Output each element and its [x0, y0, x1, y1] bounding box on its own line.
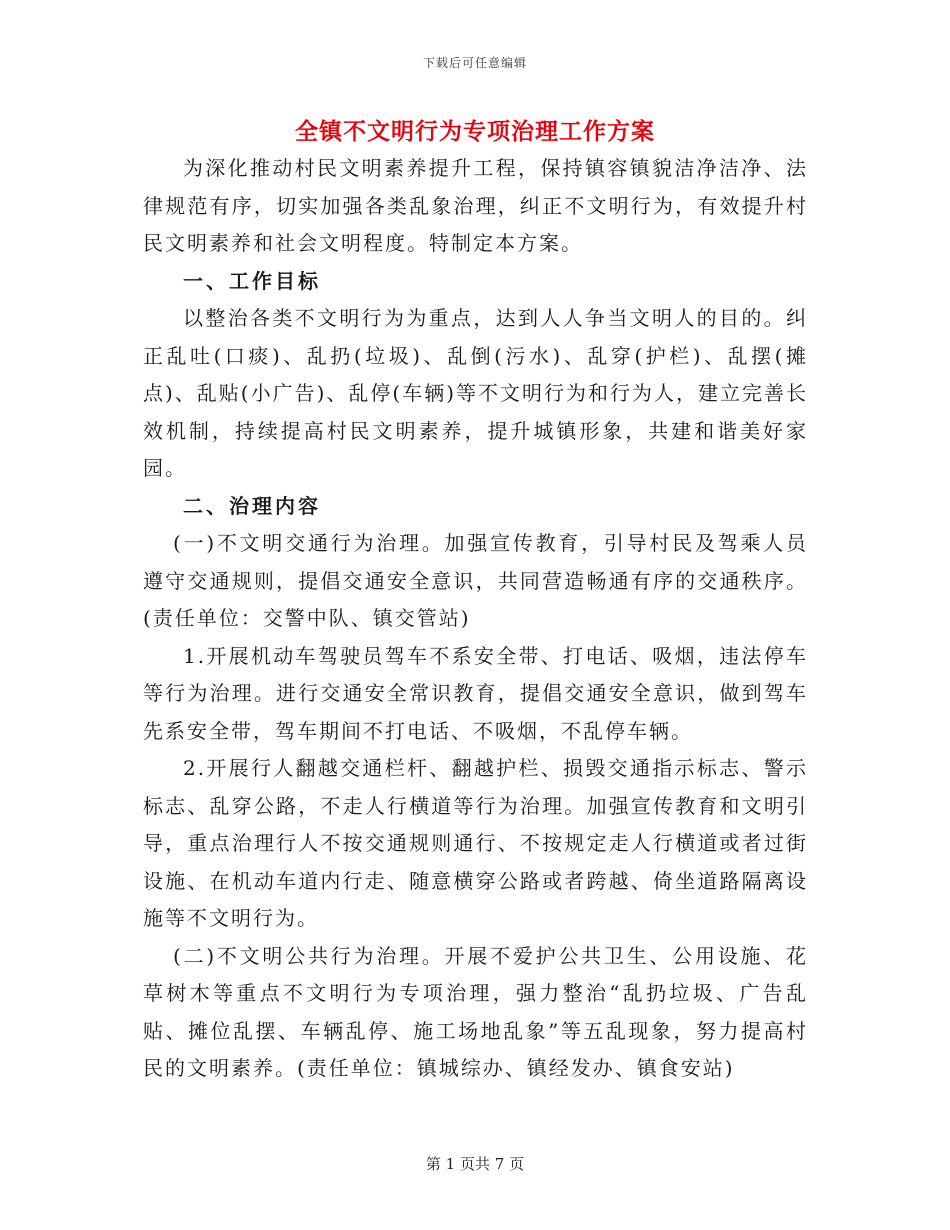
- section-heading-goals: 一、工作目标: [183, 268, 321, 293]
- traffic-behavior-paragraph: (一)不文明交通行为治理。加强宣传教育，引导村民及驾乘人员遵守交通规则，提倡交通安全意识，共同营造畅通有序的交通秩序。(责任单位：交警中队、镇交管站): [143, 531, 808, 630]
- section-heading-content: 二、治理内容: [183, 493, 321, 518]
- public-behavior-paragraph: (二)不文明公共行为治理。开展不爱护公共卫生、公用设施、花草树木等重点不文明行为专项治理，强力整治“乱扔垃圾、广告乱贴、摊位乱摆、车辆乱停、施工场地乱象”等五乱现象，努力提高村民的文明素养。(责任单位：镇城综办、镇经发办、镇食安站): [143, 943, 808, 1080]
- pedestrian-behavior-paragraph: 2.开展行人翻越交通栏杆、翻越护栏、损毁交通指示标志、警示标志、乱穿公路，不走人行横道等行为治理。加强宣传教育和文明引导，重点治理行人不按交通规则通行、不按规定走人行横道或者过街设施、在机动车道内行走、随意横穿公路或者跨越、倚坐道路隔离设施等不文明行为。: [143, 756, 808, 930]
- document-title: 全镇不文明行为专项治理工作方案: [295, 118, 655, 145]
- driver-behavior-paragraph: 1.开展机动车驾驶员驾车不系安全带、打电话、吸烟，违法停车等行为治理。进行交通安全常识教育，提倡交通安全意识，做到驾车先系安全带，驾车期间不打电话、不吸烟，不乱停车辆。: [143, 643, 808, 743]
- document-body: [143, 150, 808, 1088]
- goals-paragraph: 以整治各类不文明行为为重点，达到人人争当文明人的目的。纠正乱吐(口痰)、乱扔(垃圾)、乱倒(污水)、乱穿(护栏)、乱摆(摊点)、乱贴(小广告)、乱停(车辆)等不文明行为和行为人，建立完善长效机制，持续提高村民文明素养，提升城镇形象，共建和谐美好家园。: [143, 306, 809, 480]
- header-note: 下载后可任意编辑: [422, 56, 527, 70]
- page-number: 第 1 页共 7 页: [425, 1155, 525, 1173]
- intro-paragraph: 为深化推动村民文明素养提升工程，保持镇容镇貌洁净洁净、法律规范有序，切实加强各类乱象治理，纠正不文明行为，有效提升村民文明素养和社会文明程度。特制定本方案。: [143, 156, 808, 255]
